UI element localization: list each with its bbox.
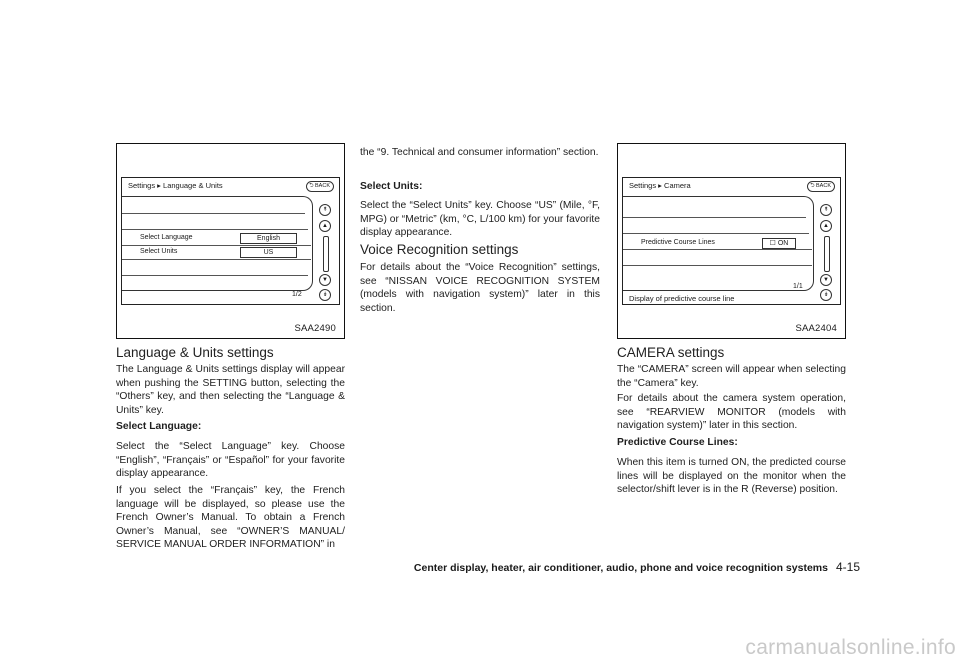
page-indicator: 1/1 [793, 283, 803, 290]
paragraph: Select the “Select Language” key. Choose “English”, “Français” or “Español” for your favorite display appearance. [116, 441, 345, 480]
row-value-language[interactable]: English [240, 233, 297, 244]
paragraph: For details about the camera system operation, see “REARVIEW MONITOR (models with navigation system)” later in this section. [617, 393, 846, 432]
paragraph: The Language & Units settings display will appear when pushing the SETTING button, selecting the “Others” key, and then selecting the “Language & Units” key. [116, 364, 345, 416]
paragraph: For details about the “Voice Recognition” settings, see “NISSAN VOICE RECOGNITION SYSTEM (models with navigation system)” later in this section. [360, 262, 600, 314]
paragraph: When this item is turned ON, the predicted course lines will be displayed on the monitor when the selector/shift lever is in the R (Reverse) position. [617, 457, 846, 496]
heading-camera-settings: CAMERA settings [617, 345, 725, 360]
screen-footer-text: Display of predictive course line [629, 294, 735, 303]
page-footer [360, 560, 860, 574]
watermark: carmanualsonline.info [745, 636, 956, 659]
page-up-icon[interactable]: ↟ [820, 204, 832, 216]
settings-list [623, 196, 814, 291]
scroll-down-icon[interactable]: ▼ [820, 274, 832, 286]
page-up-icon[interactable]: ↟ [319, 204, 331, 216]
paragraph: Select the “Select Units” key. Choose “US” (Mile, °F, MPG) or “Metric” (km, °C, L/100 km) for your favorite display appearance. [360, 200, 600, 239]
scroll-down-icon[interactable]: ▼ [319, 274, 331, 286]
row-label-select-language[interactable]: Select Language [140, 234, 193, 241]
figure-code: SAA2404 [795, 323, 837, 334]
screen-camera [622, 177, 841, 305]
screen-breadcrumb: Settings ▸ Language & Units [128, 181, 223, 190]
page-down-icon[interactable]: ↡ [319, 289, 331, 301]
row-value-units[interactable]: US [240, 247, 297, 258]
chapter-title: Center display, heater, air conditioner, audio, phone and voice recognition systems [413, 562, 828, 574]
paragraph: If you select the “Français” key, the French language will be displayed, so please use the French Owner’s Manual. To obtain a French Owner’s Manual, see “OWNER’S MANUAL/ SERVICE MANUAL ORDER INFORMATION” in [116, 485, 345, 551]
row-label-select-units[interactable]: Select Units [140, 248, 178, 255]
screen-language-units [121, 177, 340, 305]
heading-language-units: Language & Units settings [116, 345, 274, 360]
subheading-select-language: Select Language: [116, 421, 202, 432]
subheading-select-units: Select Units: [360, 181, 423, 192]
back-button[interactable]: ⮌ BACK [807, 181, 835, 192]
page-down-icon[interactable]: ↡ [820, 289, 832, 301]
figure-language-units [116, 143, 345, 339]
page-number: 4-15 [835, 560, 860, 574]
back-button[interactable]: ⮌ BACK [306, 181, 334, 192]
settings-list [122, 196, 313, 291]
paragraph: the “9. Technical and consumer information” section. [360, 147, 599, 158]
scrollbar[interactable] [824, 236, 830, 272]
heading-voice-recognition: Voice Recognition settings [360, 242, 519, 257]
checkbox-icon[interactable]: ☐ ON [762, 238, 796, 249]
figure-camera [617, 143, 846, 339]
page-indicator: 1/2 [292, 291, 302, 298]
screen-breadcrumb: Settings ▸ Camera [629, 181, 691, 190]
figure-code: SAA2490 [294, 323, 336, 334]
scroll-up-icon[interactable]: ▲ [319, 220, 331, 232]
paragraph: The “CAMERA” screen will appear when selecting the “Camera” key. [617, 364, 846, 389]
row-label-predictive-course-lines[interactable]: Predictive Course Lines [641, 239, 715, 246]
scroll-up-icon[interactable]: ▲ [820, 220, 832, 232]
scrollbar[interactable] [323, 236, 329, 272]
subheading-predictive-course-lines: Predictive Course Lines: [617, 437, 738, 448]
